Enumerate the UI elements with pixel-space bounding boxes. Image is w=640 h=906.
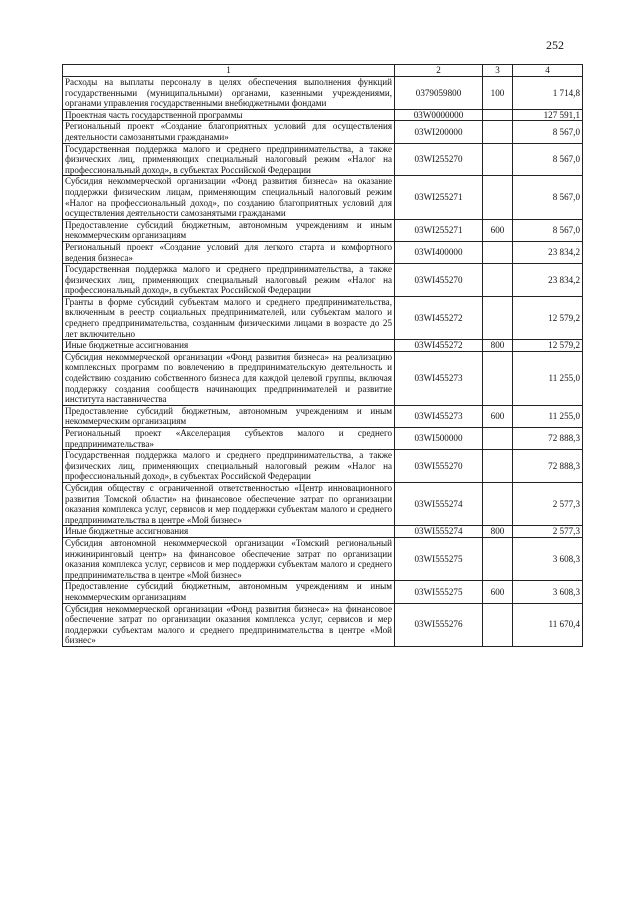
row-type-cell [483, 241, 513, 263]
row-name-cell: Расходы на выплаты персоналу в целях обеспечения выполнения функций государственными (муниципальными) органами, казенными учреждениями, органами управления государственными внебюджетными фондами [63, 77, 395, 110]
table-row [63, 241, 583, 263]
row-type-cell [483, 482, 513, 525]
row-type-cell [483, 603, 513, 646]
row-code-cell: 03WI555274 [395, 482, 483, 525]
row-name-cell: Субсидия автономной некоммерческой организации «Томский региональный инжиниринговый центр» на финансовое обеспечение затрат по организации оказания комплекса услуг, сервисов и мер поддержки субъектам малого и среднего предпринимательства в центре «Мой бизнес» [63, 537, 395, 580]
row-amount-cell: 2 577,3 [513, 526, 583, 538]
row-name-cell: Гранты в форме субсидий субъектам малого и среднего предпринимательства, включенным в реестр социальных предпринимателей, или субъектам малого и среднего предпринимательства, созданным физическими лицами в возрасте до 25 лет включительно [63, 296, 395, 339]
row-code-cell: 03WI400000 [395, 241, 483, 263]
table-row [63, 603, 583, 646]
row-amount-cell: 23 834,2 [513, 241, 583, 263]
row-code-cell: 03WI555276 [395, 603, 483, 646]
row-amount-cell: 12 579,2 [513, 340, 583, 352]
page-number: 252 [546, 38, 564, 52]
budget-table [62, 64, 583, 647]
table-row [63, 581, 583, 603]
row-name-cell: Субсидия некоммерческой организации «Фонд развития бизнеса» на оказание поддержки физическим лицам, применяющим специальный налоговый режим «Налог на профессиональный доход», по созданию благоприятных условий для осуществления деятельности самозанятыми гражданами [63, 176, 395, 219]
row-code-cell: 0379059800 [395, 77, 483, 110]
row-code-cell: 03WI255271 [395, 176, 483, 219]
row-code-cell: 03WI455272 [395, 296, 483, 339]
table-row [63, 121, 583, 143]
header-cell-amount: 4 [513, 65, 583, 77]
row-amount-cell: 1 714,8 [513, 77, 583, 110]
row-type-cell [483, 109, 513, 121]
row-amount-cell: 72 888,3 [513, 428, 583, 450]
row-amount-cell: 8 567,0 [513, 176, 583, 219]
row-type-cell: 600 [483, 405, 513, 427]
row-type-cell [483, 264, 513, 297]
table-row [63, 405, 583, 427]
row-name-cell: Региональный проект «Создание условий для легкого старта и комфортного ведения бизнеса» [63, 241, 395, 263]
table-row [63, 351, 583, 405]
row-name-cell: Предоставление субсидий бюджетным, автономным учреждениям и иным некоммерческим организациям [63, 405, 395, 427]
row-name-cell: Предоставление субсидий бюджетным, автономным учреждениям и иным некоммерческим организациям [63, 219, 395, 241]
row-code-cell: 03WI455272 [395, 340, 483, 352]
row-type-cell [483, 537, 513, 580]
row-type-cell [483, 296, 513, 339]
row-code-cell: 03WI500000 [395, 428, 483, 450]
row-code-cell: 03W0000000 [395, 109, 483, 121]
row-amount-cell: 2 577,3 [513, 482, 583, 525]
row-amount-cell: 8 567,0 [513, 143, 583, 176]
table-row [63, 77, 583, 110]
table-row [63, 296, 583, 339]
row-name-cell: Государственная поддержка малого и среднего предпринимательства, а также физических лиц, применяющих специальный налоговый режим «Налог на профессиональный доход», в субъектах Российской Федерации [63, 450, 395, 483]
row-type-cell [483, 450, 513, 483]
row-type-cell [483, 428, 513, 450]
row-amount-cell: 127 591,1 [513, 109, 583, 121]
table-row [63, 450, 583, 483]
row-name-cell: Субсидия обществу с ограниченной ответственностью «Центр инновационного развития Томской области» на финансовое обеспечение затрат по организации оказания комплекса услуг, сервисов и мер поддержки субъектам малого и среднего предпринимательства в центре «Мой бизнес» [63, 482, 395, 525]
table-body [63, 77, 583, 647]
table-row [63, 143, 583, 176]
row-code-cell: 03WI555274 [395, 526, 483, 538]
row-type-cell [483, 351, 513, 405]
row-type-cell: 600 [483, 219, 513, 241]
row-name-cell: Проектная часть государственной программы [63, 109, 395, 121]
row-amount-cell: 23 834,2 [513, 264, 583, 297]
table-row [63, 219, 583, 241]
row-code-cell: 03WI555270 [395, 450, 483, 483]
table-row [63, 340, 583, 352]
row-code-cell: 03WI255270 [395, 143, 483, 176]
row-name-cell: Региональный проект «Акселерация субъектов малого и среднего предпринимательства» [63, 428, 395, 450]
row-name-cell: Иные бюджетные ассигнования [63, 340, 395, 352]
header-row [63, 65, 583, 77]
row-amount-cell: 11 670,4 [513, 603, 583, 646]
table-row [63, 109, 583, 121]
header-cell-name: 1 [63, 65, 395, 77]
row-amount-cell: 3 608,3 [513, 537, 583, 580]
row-code-cell: 03WI455273 [395, 351, 483, 405]
row-amount-cell: 11 255,0 [513, 351, 583, 405]
table-row [63, 176, 583, 219]
row-amount-cell: 8 567,0 [513, 219, 583, 241]
table-row [63, 428, 583, 450]
table-row [63, 264, 583, 297]
row-amount-cell: 8 567,0 [513, 121, 583, 143]
row-name-cell: Иные бюджетные ассигнования [63, 526, 395, 538]
row-type-cell [483, 143, 513, 176]
row-name-cell: Региональный проект «Создание благоприятных условий для осуществления деятельности самозанятыми гражданами» [63, 121, 395, 143]
header-cell-code: 2 [395, 65, 483, 77]
row-type-cell: 800 [483, 526, 513, 538]
row-amount-cell: 11 255,0 [513, 405, 583, 427]
row-type-cell [483, 176, 513, 219]
row-amount-cell: 12 579,2 [513, 296, 583, 339]
table-row [63, 482, 583, 525]
table-row [63, 526, 583, 538]
row-code-cell: 03WI555275 [395, 581, 483, 603]
row-type-cell [483, 121, 513, 143]
table-row [63, 537, 583, 580]
row-code-cell: 03WI555275 [395, 537, 483, 580]
row-code-cell: 03WI255271 [395, 219, 483, 241]
row-name-cell: Субсидия некоммерческой организации «Фонд развития бизнеса» на финансовое обеспечение затрат по организации оказания комплекса услуг, сервисов и мер поддержки субъектам малого и среднего предпринимательства в центре «Мой бизнес» [63, 603, 395, 646]
row-name-cell: Государственная поддержка малого и среднего предпринимательства, а также физических лиц, применяющих специальный налоговый режим «Налог на профессиональный доход», в субъектах Российской Федерации [63, 264, 395, 297]
row-name-cell: Государственная поддержка малого и среднего предпринимательства, а также физических лиц, применяющих специальный налоговый режим «Налог на профессиональный доход», в субъектах Российской Федерации [63, 143, 395, 176]
row-type-cell: 800 [483, 340, 513, 352]
row-code-cell: 03WI455270 [395, 264, 483, 297]
row-type-cell: 600 [483, 581, 513, 603]
row-code-cell: 03WI200000 [395, 121, 483, 143]
row-code-cell: 03WI455273 [395, 405, 483, 427]
row-amount-cell: 3 608,3 [513, 581, 583, 603]
row-type-cell: 100 [483, 77, 513, 110]
row-name-cell: Предоставление субсидий бюджетным, автономным учреждениям и иным некоммерческим организациям [63, 581, 395, 603]
header-cell-type: 3 [483, 65, 513, 77]
row-name-cell: Субсидия некоммерческой организации «Фонд развития бизнеса» на реализацию комплексных программ по вовлечению в предпринимательскую деятельность и содействию созданию собственного бизнеса для каждой целевой группы, включая поддержку создания сообществ начинающих предпринимателей и развитие института наставничества [63, 351, 395, 405]
row-amount-cell: 72 888,3 [513, 450, 583, 483]
table-header [63, 65, 583, 77]
